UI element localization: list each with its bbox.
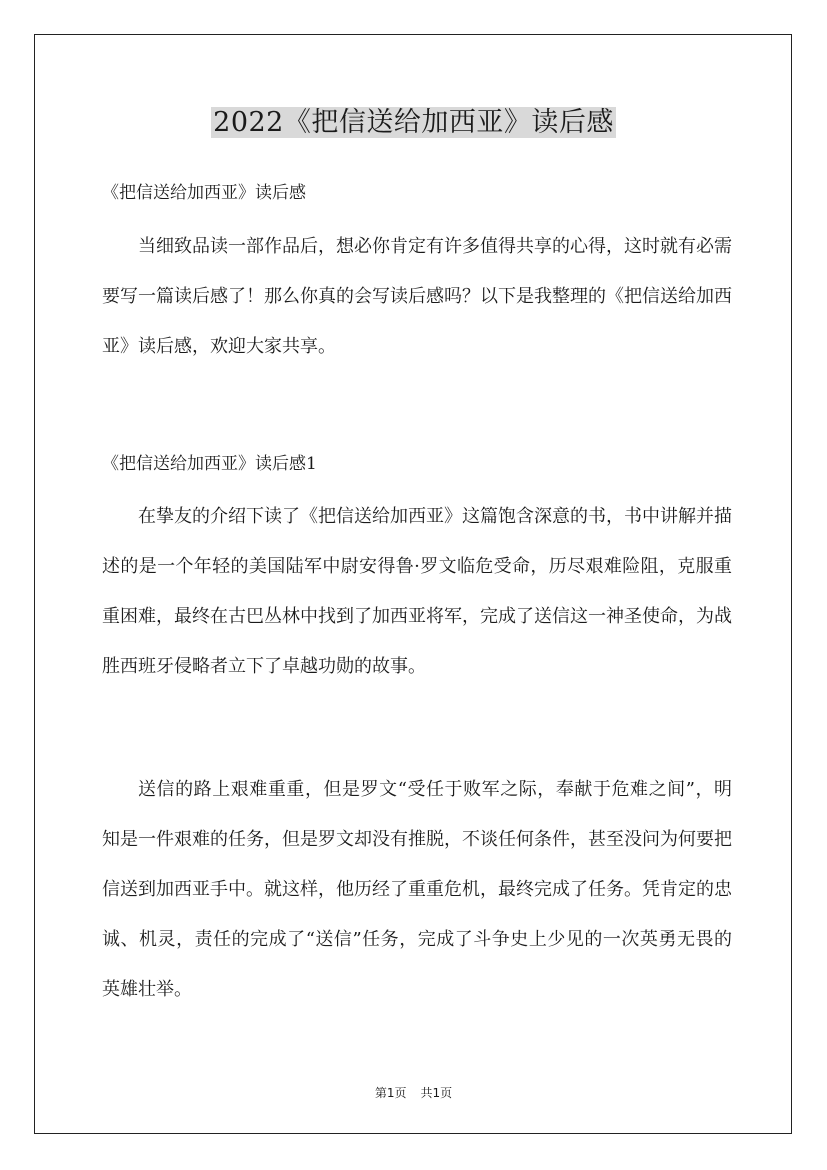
page-total: 共1页: [420, 1086, 453, 1100]
document-title: 2022《把信送给加西亚》读后感: [213, 107, 614, 138]
document-title-wrapper: [0, 103, 827, 143]
body-paragraph-2: 送信的路上艰难重重，但是罗文“受任于败军之际，奉献于危难之间”，明知是一件艰难的任务，但是罗文却没有推脱，不谈任何条件，甚至没问为何要把信送到加西亚手中。就这样，他历经了重重危机，最终完成了任务。凭肯定的忠诚、机灵，责任的完成了“送信”任务，完成了斗争史上少见的一次英勇无畏的英雄壮举。: [102, 779, 732, 1000]
page-footer: [0, 1084, 827, 1101]
section-heading: 《把信送给加西亚》读后感1: [102, 454, 317, 474]
page-number: 第1页: [374, 1086, 407, 1100]
body-paragraph-1: 在挚友的介绍下读了《把信送给加西亚》这篇饱含深意的书，书中讲解并描述的是一个年轻的美国陆军中尉安得鲁·罗文临危受命，历尽艰难险阻，克服重重困难，最终在古巴丛林中找到了加西亚将军，完成了送信这一神圣使命，为战胜西班牙侵略者立下了卓越功勋的故事。: [102, 506, 732, 677]
intro-paragraph: 当细致品读一部作品后，想必你肯定有许多值得共享的心得，这时就有必需要写一篇读后感了！那么你真的会写读后感吗？以下是我整理的《把信送给加西亚》读后感，欢迎大家共享。: [102, 236, 732, 357]
intro-heading: 《把信送给加西亚》读后感: [102, 183, 306, 203]
